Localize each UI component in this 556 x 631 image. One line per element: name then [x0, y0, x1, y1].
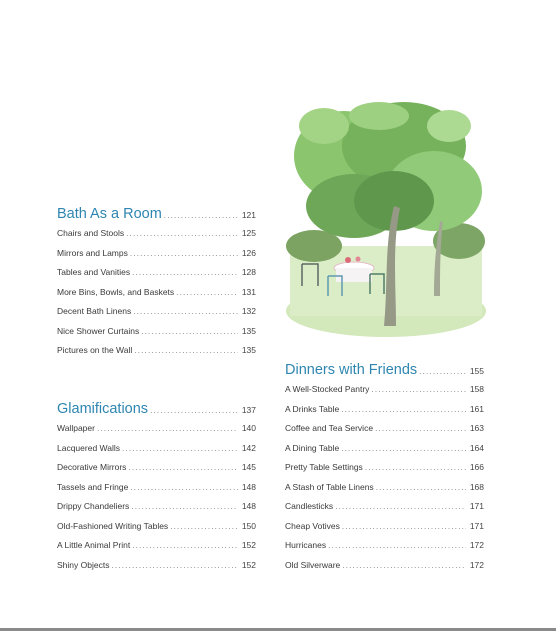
toc-entry: [57, 326, 256, 346]
toc-entry: [285, 423, 484, 443]
leader-dots: [150, 406, 238, 415]
leader-dots: [134, 346, 238, 355]
entry-title: More Bins, Bowls, and Baskets: [57, 286, 175, 297]
entry-title: Shiny Objects: [57, 559, 110, 570]
entry-page-number: 171: [469, 501, 484, 511]
leader-dots: [365, 463, 466, 472]
entry-page-number: 166: [469, 462, 484, 472]
leader-dots: [97, 424, 238, 433]
entry-title: A Dining Table: [285, 442, 340, 453]
leader-dots: [371, 385, 465, 394]
toc-entry: [57, 248, 256, 268]
entry-page-number: 161: [469, 403, 484, 414]
toc-section-dinners-with-friends: [285, 362, 484, 579]
toc-entry: [57, 482, 256, 502]
entry-title: Pictures on the Wall: [57, 345, 133, 355]
toc-section-glamifications: [57, 401, 256, 579]
leader-dots: [164, 211, 238, 220]
leader-dots: [132, 541, 238, 550]
toc-entry: [57, 345, 256, 365]
entry-page-number: 171: [469, 520, 484, 531]
toc-entry: [285, 560, 484, 580]
section-page-number: 155: [469, 366, 484, 376]
toc-section-bath-as-a-room: [57, 206, 256, 365]
toc-entry: [57, 462, 256, 482]
entry-page-number: 135: [241, 325, 256, 336]
leader-dots: [126, 229, 238, 238]
entry-title: Tables and Vanities: [57, 267, 131, 277]
entry-title: Pretty Table Settings: [285, 462, 363, 472]
garden-table-illustration: [284, 96, 488, 340]
entry-title: Wallpaper: [57, 423, 95, 433]
entry-title: Cheap Votives: [285, 520, 340, 531]
leader-dots: [133, 307, 238, 316]
section-title: Dinners with Friends: [285, 362, 418, 378]
entry-title: Mirrors and Lamps: [57, 247, 128, 258]
toc-entry: [57, 306, 256, 326]
section-heading: [57, 206, 256, 228]
leader-dots: [130, 249, 238, 258]
section-heading: [57, 401, 256, 423]
leader-dots: [130, 483, 237, 492]
entry-page-number: 148: [241, 501, 256, 511]
entry-title: A Drinks Table: [285, 403, 340, 414]
entry-page-number: 125: [241, 228, 256, 238]
entry-page-number: 164: [469, 442, 484, 453]
toc-entry: [285, 521, 484, 541]
leader-dots: [132, 268, 238, 277]
leader-dots: [328, 541, 466, 550]
toc-entry: [57, 443, 256, 463]
toc-entry: [57, 228, 256, 248]
toc-entry: [285, 482, 484, 502]
entry-page-number: 148: [241, 481, 256, 492]
toc-entry: [57, 267, 256, 287]
leader-dots: [341, 444, 466, 453]
entry-title: Lacquered Walls: [57, 442, 120, 453]
section-page-number: 121: [241, 210, 256, 220]
entry-page-number: 152: [241, 559, 256, 570]
entry-title: Drippy Chandeliers: [57, 501, 130, 511]
toc-entry: [285, 501, 484, 521]
leader-dots: [128, 463, 237, 472]
toc-entry: [57, 287, 256, 307]
entry-title: Coffee and Tea Service: [285, 423, 374, 433]
leader-dots: [131, 502, 238, 511]
entry-title: Chairs and Stools: [57, 228, 125, 238]
entry-page-number: 172: [469, 540, 484, 550]
toc-entry: [57, 521, 256, 541]
entry-page-number: 172: [469, 559, 484, 570]
entry-title: Decent Bath Linens: [57, 306, 132, 316]
toc-entry: [57, 540, 256, 560]
entry-page-number: 131: [241, 286, 256, 297]
toc-entry: [285, 404, 484, 424]
entry-title: Old Silverware: [285, 559, 341, 570]
entry-title: Tassels and Fringe: [57, 481, 129, 492]
leader-dots: [341, 405, 466, 414]
toc-entry: [285, 443, 484, 463]
entry-page-number: 163: [469, 423, 484, 433]
leader-dots: [141, 327, 238, 336]
entry-title: Decorative Mirrors: [57, 462, 127, 472]
entry-title: A Little Animal Print: [57, 540, 131, 550]
entry-page-number: 128: [241, 267, 256, 277]
leader-dots: [376, 483, 466, 492]
leader-dots: [122, 444, 238, 453]
entry-title: Candlesticks: [285, 501, 334, 511]
leader-dots: [170, 522, 238, 531]
entry-page-number: 152: [241, 540, 256, 550]
entry-title: Nice Shower Curtains: [57, 325, 140, 336]
section-heading: [285, 362, 484, 384]
entry-title: Hurricanes: [285, 540, 327, 550]
toc-entry: [285, 540, 484, 560]
section-title: Bath As a Room: [57, 206, 162, 222]
entry-page-number: 140: [241, 423, 256, 433]
leader-dots: [335, 502, 466, 511]
entry-page-number: 142: [241, 442, 256, 453]
leader-dots: [419, 367, 466, 376]
section-page-number: 137: [241, 405, 256, 415]
toc-entry: [57, 501, 256, 521]
leader-dots: [176, 288, 238, 297]
entry-title: Old-Fashioned Writing Tables: [57, 520, 169, 531]
leader-dots: [375, 424, 466, 433]
leader-dots: [342, 561, 466, 570]
leader-dots: [342, 522, 466, 531]
leader-dots: [111, 561, 237, 570]
entry-page-number: 150: [241, 520, 256, 531]
toc-entry: [285, 462, 484, 482]
toc-entry: [57, 423, 256, 443]
entry-title: A Well-Stocked Pantry: [285, 384, 370, 394]
section-title: Glamifications: [57, 401, 149, 417]
entry-title: A Stash of Table Linens: [285, 481, 374, 492]
entry-page-number: 132: [241, 306, 256, 316]
entry-page-number: 168: [469, 481, 484, 492]
toc-entry: [57, 560, 256, 580]
entry-page-number: 145: [241, 462, 256, 472]
entry-page-number: 158: [469, 384, 484, 394]
entry-page-number: 135: [241, 345, 256, 355]
toc-entry: [285, 384, 484, 404]
entry-page-number: 126: [241, 247, 256, 258]
